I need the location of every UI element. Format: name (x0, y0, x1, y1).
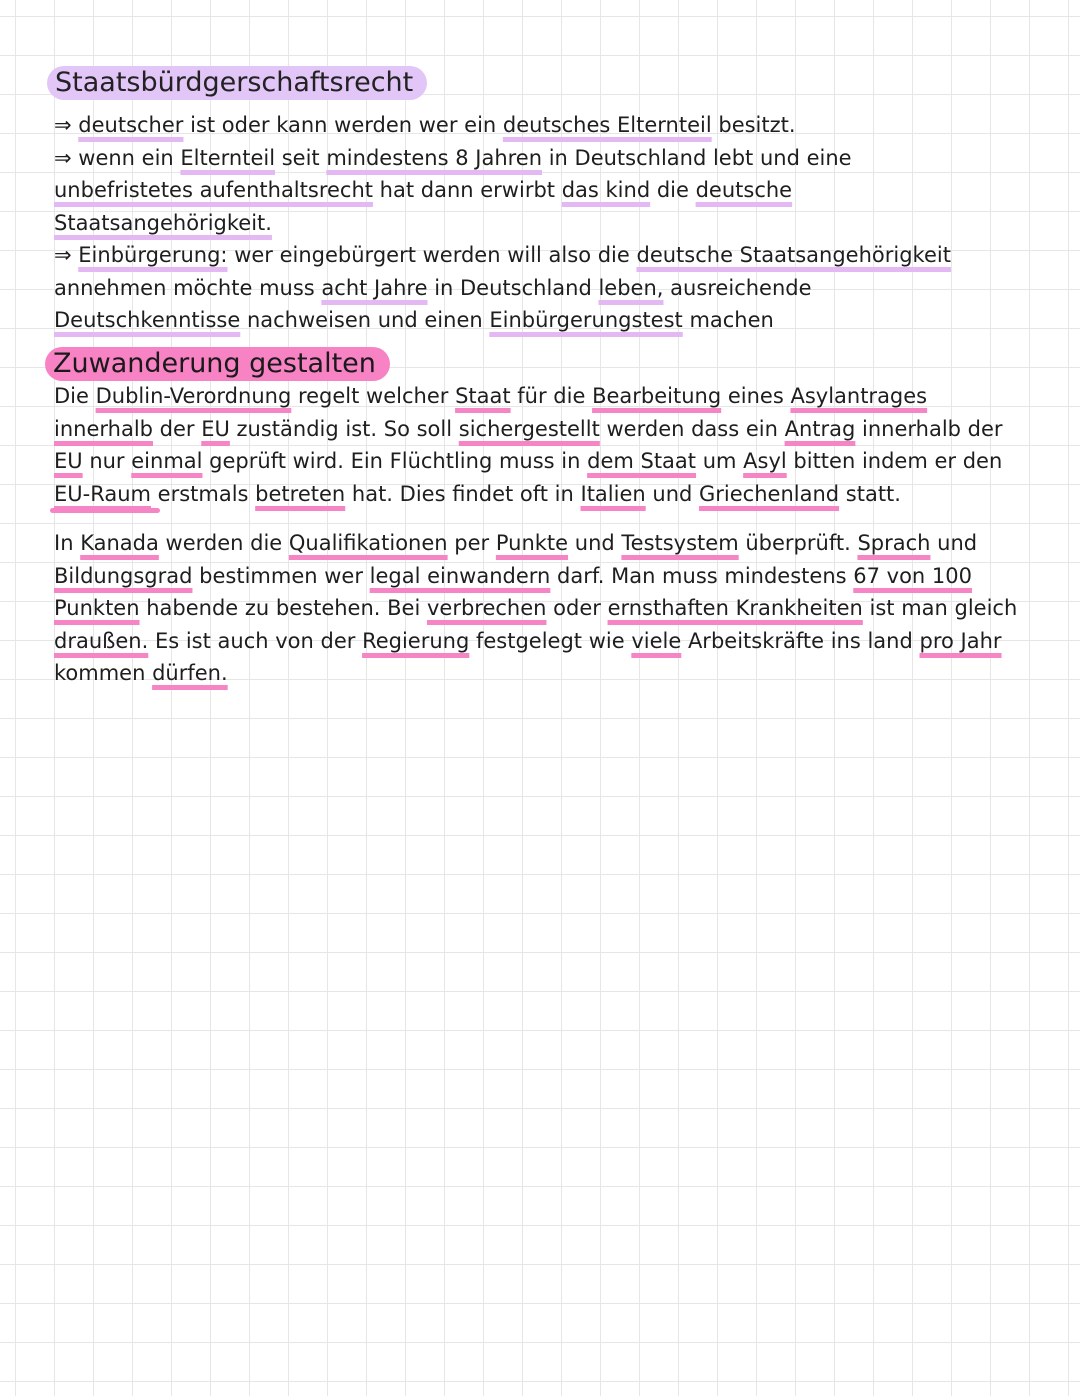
text-segment: besitzt. (711, 113, 796, 137)
highlighted-term: Einbürgerungstest (489, 308, 683, 332)
text-line (54, 445, 1054, 478)
text-segment: ausreichende (663, 275, 812, 300)
text-line (54, 272, 1054, 305)
highlighted-term: unbefristetes aufenthaltsrecht (54, 178, 373, 202)
highlighted-term: deutscher (78, 113, 184, 137)
text-segment: hat. Dies findet oft in (345, 481, 581, 506)
text-segment: geprüft wird. Ein Flüchtling muss in (202, 449, 588, 473)
highlighted-term: viele (631, 628, 682, 653)
highlighted-term: deutsche Staatsangehörigkeit (636, 243, 951, 267)
text-segment: und (930, 531, 978, 555)
text-segment: annehmen möchte muss (54, 275, 322, 300)
text-line (54, 109, 1054, 142)
highlighted-term: leben, (598, 275, 664, 300)
text-segment: Es ist auch von der (148, 628, 363, 653)
text-segment: um (696, 449, 744, 473)
text-line (54, 174, 1054, 207)
text-segment: innerhalb der (855, 416, 1003, 441)
text-segment: überprüft. (738, 531, 858, 555)
text-segment: darf. Man muss mindestens (550, 563, 854, 588)
text-segment: der (152, 416, 202, 441)
highlighted-term: Antrag (784, 416, 856, 441)
highlighted-term: verbrechen (426, 596, 547, 620)
highlighted-term: legal einwandern (369, 563, 551, 588)
text-segment: erstmals (150, 481, 256, 506)
text-line (54, 207, 1054, 240)
text-segment: ist man gleich (862, 596, 1018, 620)
highlighted-term: EU-Raum (54, 481, 151, 506)
highlighted-term: sichergestellt (458, 416, 600, 441)
highlighted-term: Bildungsgrad (54, 563, 193, 588)
text-segment: statt. (839, 481, 901, 506)
highlighted-term: deutsche (695, 178, 793, 202)
text-segment: festgelegt wie (469, 628, 632, 653)
highlighted-term: dürfen. (152, 661, 228, 685)
text-segment: ⇒ (54, 243, 79, 267)
text-segment: für die (510, 384, 593, 408)
highlighted-term: ernsthaften Krankheiten (607, 596, 863, 620)
highlighted-term: einmal (131, 449, 203, 473)
highlighted-term: Kanada (80, 531, 159, 555)
separator-highlight (50, 508, 160, 513)
highlighted-term: das kind (561, 178, 651, 202)
highlighted-term: Punkte (495, 531, 569, 555)
highlighted-term: Elternteil (180, 145, 276, 170)
highlighted-term: Deutschkenntisse (54, 308, 241, 332)
text-line (54, 560, 1054, 593)
highlighted-term: Asylantrages (790, 384, 928, 408)
text-segment: Die (54, 384, 96, 408)
text-segment: regelt welcher (291, 384, 456, 408)
highlighted-term: Italien (580, 481, 646, 506)
text-line (54, 527, 1054, 560)
heading-staatsbuergerschaftsrecht: Staatsbürdgerschaftsrecht (47, 66, 427, 100)
text-line (54, 142, 1054, 175)
highlighted-term: acht Jahre (321, 275, 428, 300)
text-line (54, 478, 1054, 511)
highlighted-term: dem Staat (587, 449, 697, 473)
text-line (54, 592, 1054, 625)
text-line (54, 413, 1054, 446)
highlighted-term: pro Jahr (919, 628, 1002, 653)
text-segment: eines (721, 384, 791, 408)
text-segment: machen (682, 308, 774, 332)
text-segment: In (54, 531, 81, 555)
highlighted-term: Staat (455, 384, 511, 408)
text-segment: per (447, 531, 496, 555)
text-segment: bitten indem er den (786, 449, 1003, 473)
text-segment: nachweisen und einen (240, 308, 490, 332)
text-segment: wer eingebürgert werden will also die (227, 243, 637, 267)
text-segment: Arbeitskräfte ins land (681, 628, 920, 653)
highlighted-term: Dublin-Verordnung (95, 384, 292, 408)
highlighted-term: Einbürgerung: (78, 243, 228, 267)
text-segment: ⇒ (54, 113, 79, 137)
highlighted-term: Qualifikationen (288, 531, 448, 555)
highlighted-term: Punkten (54, 596, 140, 620)
highlighted-term: Asyl (743, 449, 787, 473)
text-segment: ⇒ wenn ein (54, 145, 181, 170)
highlighted-term: 67 von 100 (853, 563, 972, 588)
text-segment: habende zu bestehen. Bei (139, 596, 427, 620)
text-line (54, 239, 1054, 272)
heading-zuwanderung-gestalten: Zuwanderung gestalten (45, 347, 390, 381)
highlighted-term: betreten (255, 481, 346, 506)
highlighted-term: deutsches Elternteil (502, 113, 712, 137)
text-segment: kommen (54, 661, 153, 685)
highlighted-term: Griechenland (699, 481, 840, 506)
text-segment: und (568, 531, 622, 555)
paragraph-kanada (54, 527, 1054, 690)
text-segment: werden dass ein (599, 416, 785, 441)
highlighted-term: EU (201, 416, 230, 441)
highlighted-term: draußen. (54, 628, 149, 653)
highlighted-term: mindestens 8 Jahren (326, 145, 543, 170)
paragraph-dublin-verordnung (54, 380, 1054, 510)
text-segment: zuständig ist. So soll (229, 416, 459, 441)
text-segment: die (650, 178, 696, 202)
highlighted-term: Bearbeitung (592, 384, 722, 408)
highlighted-term: Staatsangehörigkeit. (54, 210, 272, 235)
text-line (54, 304, 1054, 337)
text-segment: in Deutschland lebt und eine (542, 145, 852, 170)
highlighted-term: Regierung (362, 628, 470, 653)
text-line (54, 380, 1054, 413)
text-segment: hat dann erwirbt (373, 178, 562, 202)
text-segment: werden die (158, 531, 289, 555)
text-segment: in Deutschland (427, 275, 599, 300)
paragraph-staatsbuergerschaft (54, 109, 1054, 337)
text-segment: oder (546, 596, 608, 620)
text-segment: seit (275, 145, 327, 170)
highlighted-term: EU (54, 449, 83, 473)
highlighted-term: Testsystem (621, 531, 739, 555)
text-segment: bestimmen wer (192, 563, 370, 588)
text-segment: und (645, 481, 700, 506)
highlighted-term: Sprach (857, 531, 931, 555)
text-line (54, 657, 1054, 690)
highlighted-term: innerhalb (54, 416, 153, 441)
text-segment: ist oder kann werden wer ein (183, 113, 503, 137)
text-line (54, 625, 1054, 658)
text-segment: nur (82, 449, 132, 473)
